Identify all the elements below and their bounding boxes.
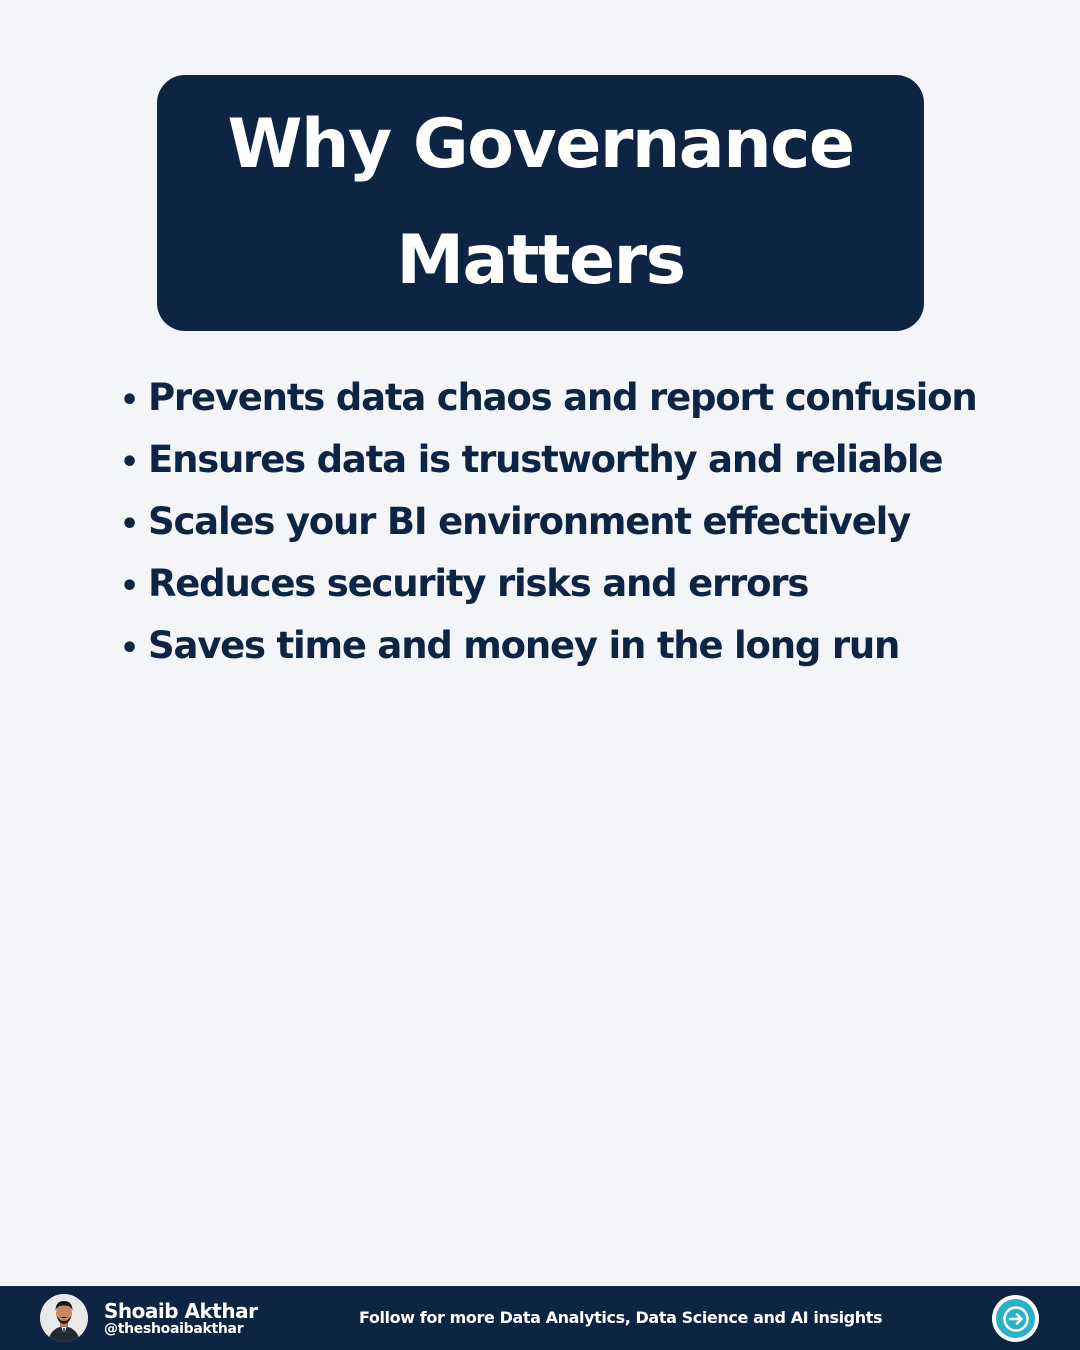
bullet-text: Reduces security risks and errors: [148, 562, 809, 605]
bullet-item: [120, 376, 1020, 438]
bullet-item: [120, 562, 1020, 624]
bullet-item: [120, 624, 1020, 686]
next-button-inner: [996, 1299, 1035, 1338]
title-card: [157, 75, 924, 331]
bullet-list: [120, 376, 1020, 686]
footer-bar: [0, 1286, 1080, 1350]
author-name: Shoaib Akthar: [104, 1299, 258, 1323]
title-line-2: Matters: [396, 221, 685, 300]
bullet-text: Prevents data chaos and report confusion: [148, 376, 977, 419]
bullet-text: Scales your BI environment effectively: [148, 500, 910, 543]
bullet-marker: •: [120, 507, 138, 542]
bullet-marker: •: [120, 631, 138, 666]
author-handle[interactable]: @theshoaibakthar: [104, 1321, 244, 1337]
author-block: [104, 1300, 257, 1337]
bullet-marker: •: [120, 445, 138, 480]
bullet-item: [120, 500, 1020, 562]
next-button[interactable]: [992, 1295, 1039, 1342]
bullet-text: Saves time and money in the long run: [148, 624, 900, 667]
title-line-1: Why Governance: [227, 105, 854, 184]
bullet-text: Ensures data is trustworthy and reliable: [148, 438, 943, 481]
avatar-portrait-icon: [40, 1294, 88, 1342]
bullet-marker: •: [120, 569, 138, 604]
avatar[interactable]: [40, 1294, 88, 1342]
follow-cta-text: Follow for more Data Analytics, Data Science and AI insights: [359, 1308, 883, 1327]
bullet-marker: •: [120, 383, 138, 418]
arrow-right-icon: [1003, 1306, 1029, 1332]
bullet-item: [120, 438, 1020, 500]
